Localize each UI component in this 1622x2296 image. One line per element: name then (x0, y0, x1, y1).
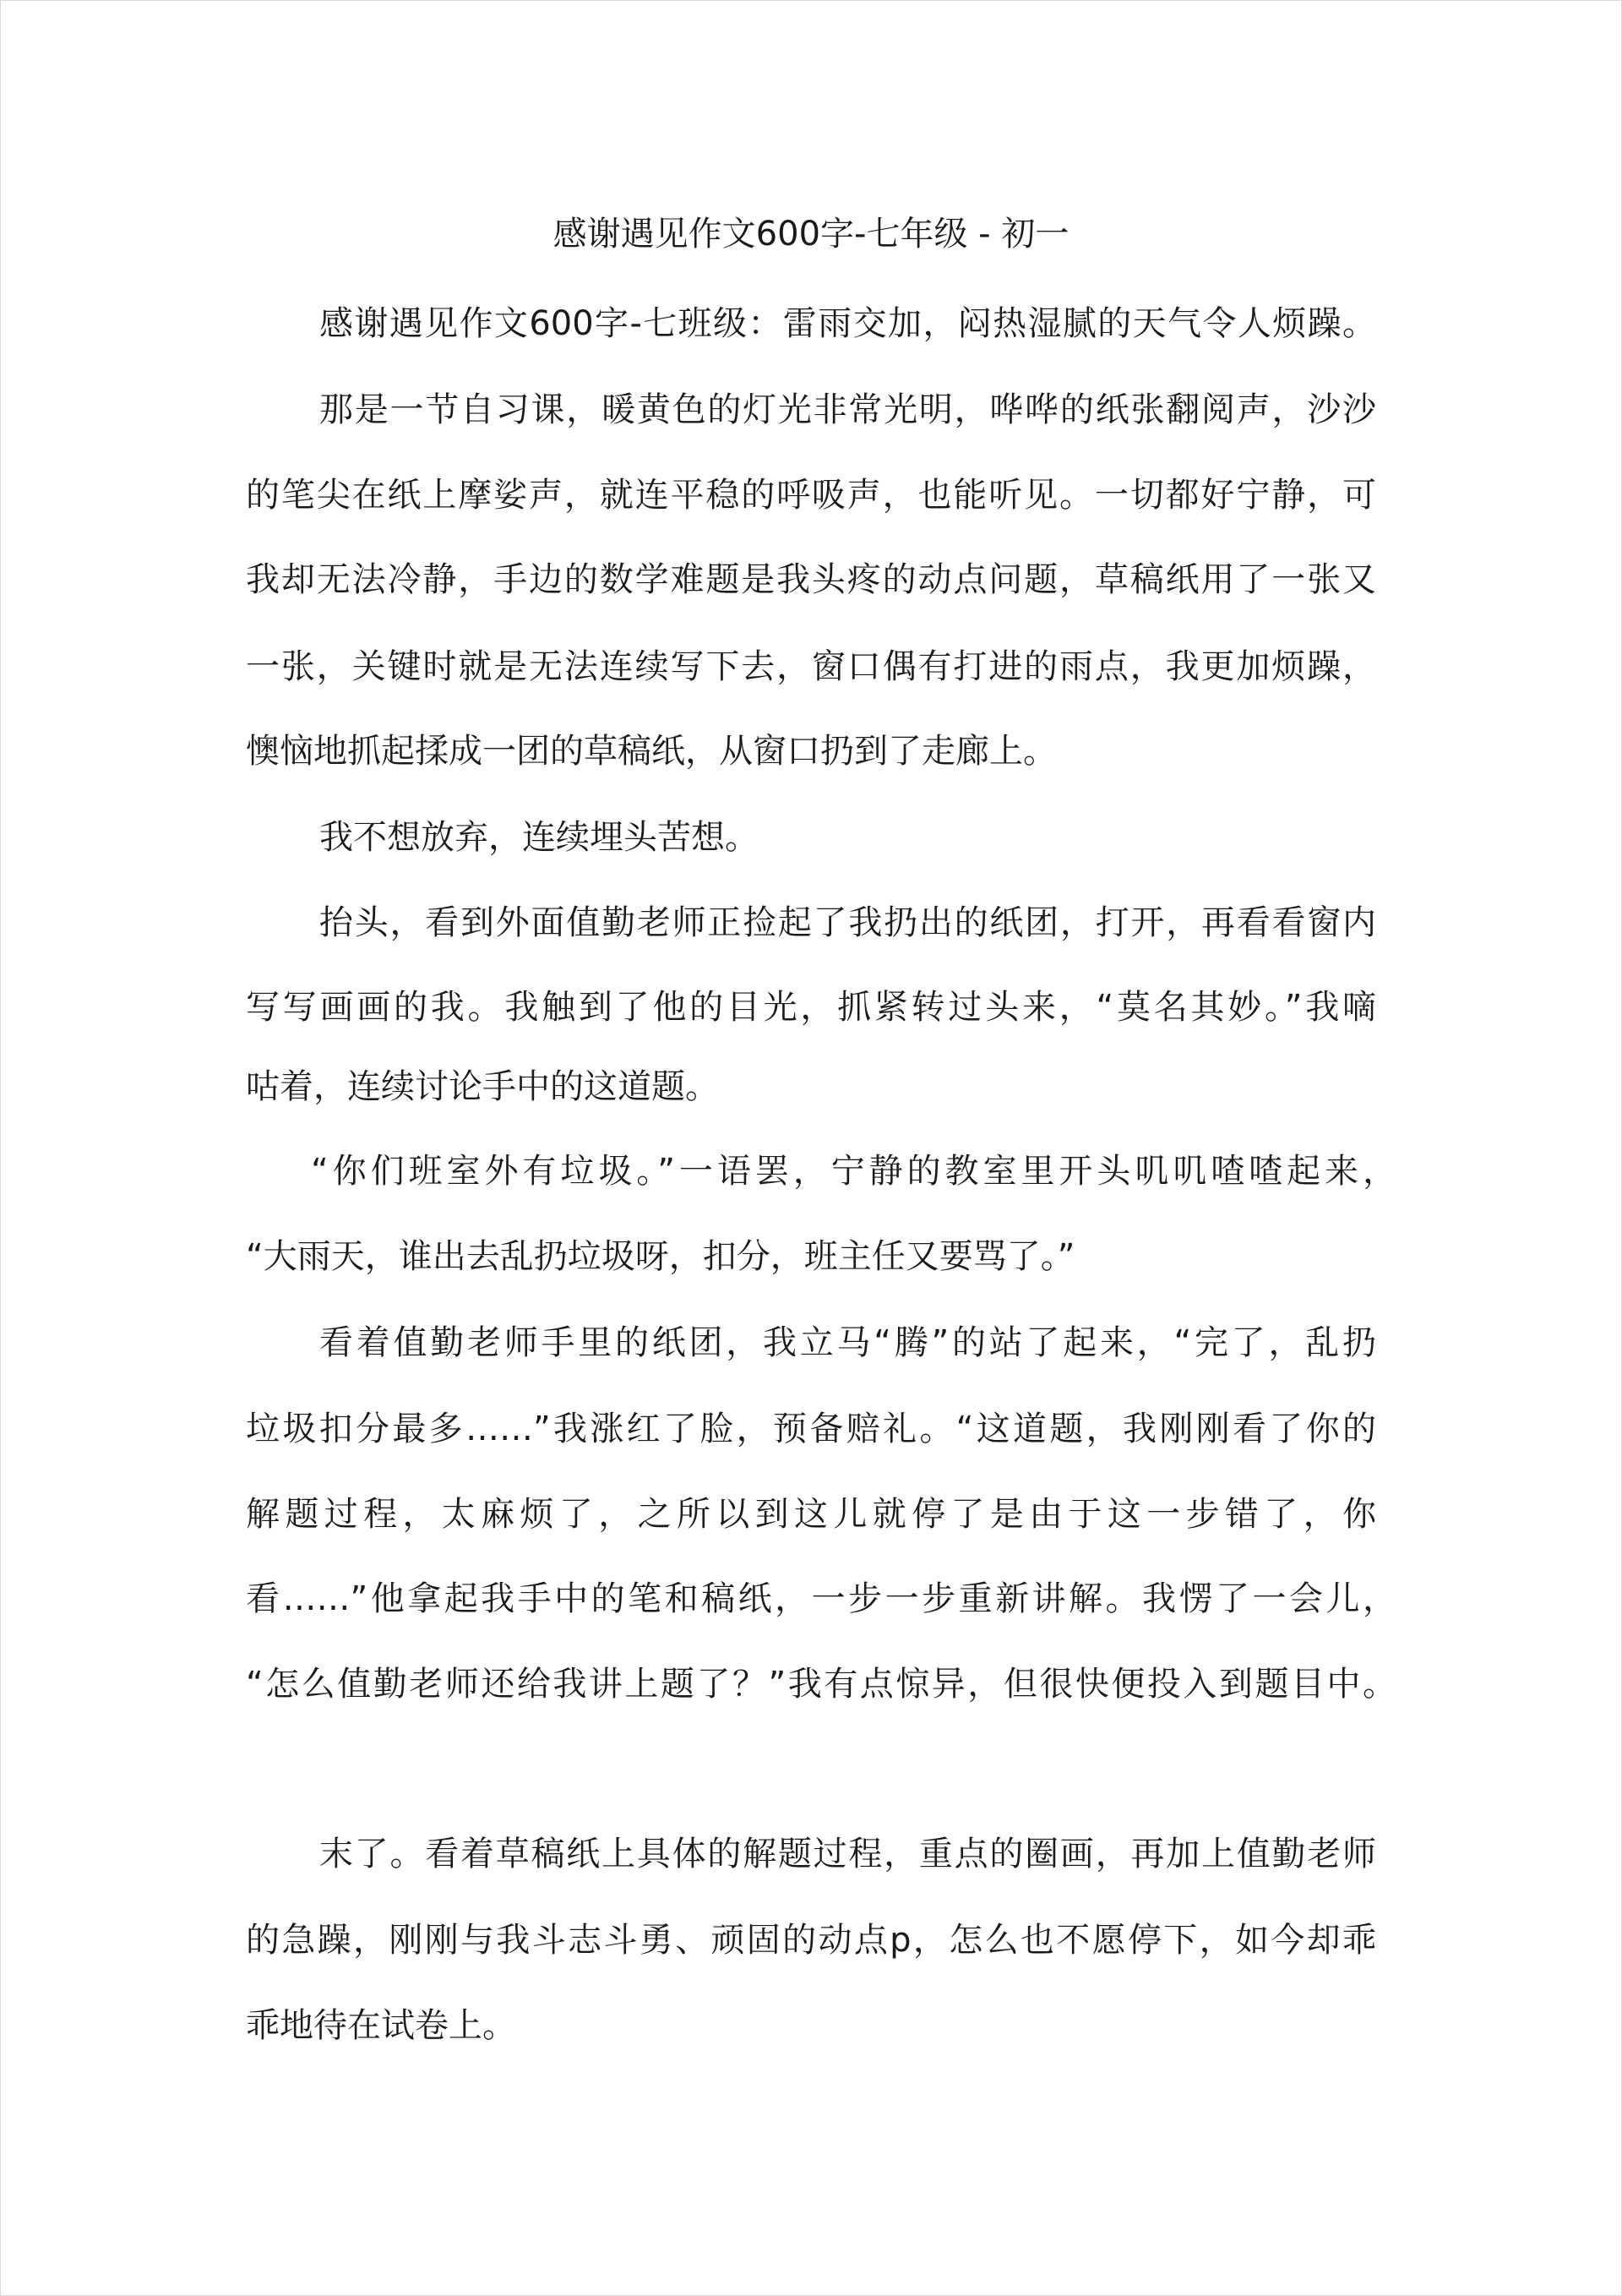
text-line: 写写画画的我。我触到了他的目光，抓紧转过头来，“莫名其妙。”我嘀 (246, 988, 1376, 1027)
text-line: 的急躁，刚刚与我斗志斗勇、顽固的动点p，怎么也不愿停下，如今却乖 (246, 1921, 1376, 1960)
text-line: “你们班室外有垃圾。”一语罢，宁静的教室里开头叽叽喳喳起来， (311, 1152, 1396, 1191)
document-title: 感谢遇见作文600字-七年级 - 初一 (552, 215, 1070, 254)
text-line: “大雨天，谁出去乱扔垃圾呀，扣分，班主任又要骂了。” (246, 1237, 1075, 1276)
text-line: 抬头，看到外面值勤老师正捡起了我扔出的纸团，打开，再看看窗内 (319, 903, 1376, 942)
text-line: 我不想放弃，连续埋头苦想。 (319, 818, 759, 857)
text-line: 乖地待在试卷上。 (246, 2006, 516, 2045)
text-line: 看……”他拿起我手中的笔和稿纸，一步一步重新讲解。我愣了一会儿， (246, 1579, 1396, 1618)
text-line: 解题过程，太麻烦了，之所以到这儿就停了是由于这一步错了，你 (246, 1495, 1376, 1534)
text-line: 末了。看着草稿纸上具体的解题过程，重点的圈画，再加上值勤老师 (319, 1835, 1376, 1873)
text-line: 垃圾扣分最多……”我涨红了脸，预备赔礼。“这道题，我刚刚看了你的 (246, 1410, 1376, 1448)
text-line: 看着值勤老师手里的纸团，我立马“腾”的站了起来，“完了，乱扔 (319, 1323, 1376, 1362)
text-line: 那是一节自习课，暖黄色的灯光非常光明，哗哗的纸张翻阅声，沙沙 (319, 390, 1376, 429)
text-line: 的笔尖在纸上摩娑声，就连平稳的呼吸声，也能听见。一切都好宁静，可 (246, 476, 1376, 515)
text-line: “怎么值勤老师还给我讲上题了？”我有点惊异，但很快便投入到题目中。 (246, 1665, 1396, 1704)
text-line: 懊恼地抓起揉成一团的草稿纸，从窗口扔到了走廊上。 (246, 732, 1057, 771)
text-line: 我却无法冷静，手边的数学难题是我头疼的动点问题，草稿纸用了一张又 (246, 560, 1376, 599)
text-line: 感谢遇见作文600字-七班级：雷雨交加，闷热湿腻的天气令人烦躁。 (319, 304, 1376, 343)
text-line: 一张，关键时就是无法连续写下去，窗口偶有打进的雨点，我更加烦躁， (246, 647, 1376, 686)
text-line: 咕着，连续讨论手中的这道题。 (246, 1067, 719, 1106)
